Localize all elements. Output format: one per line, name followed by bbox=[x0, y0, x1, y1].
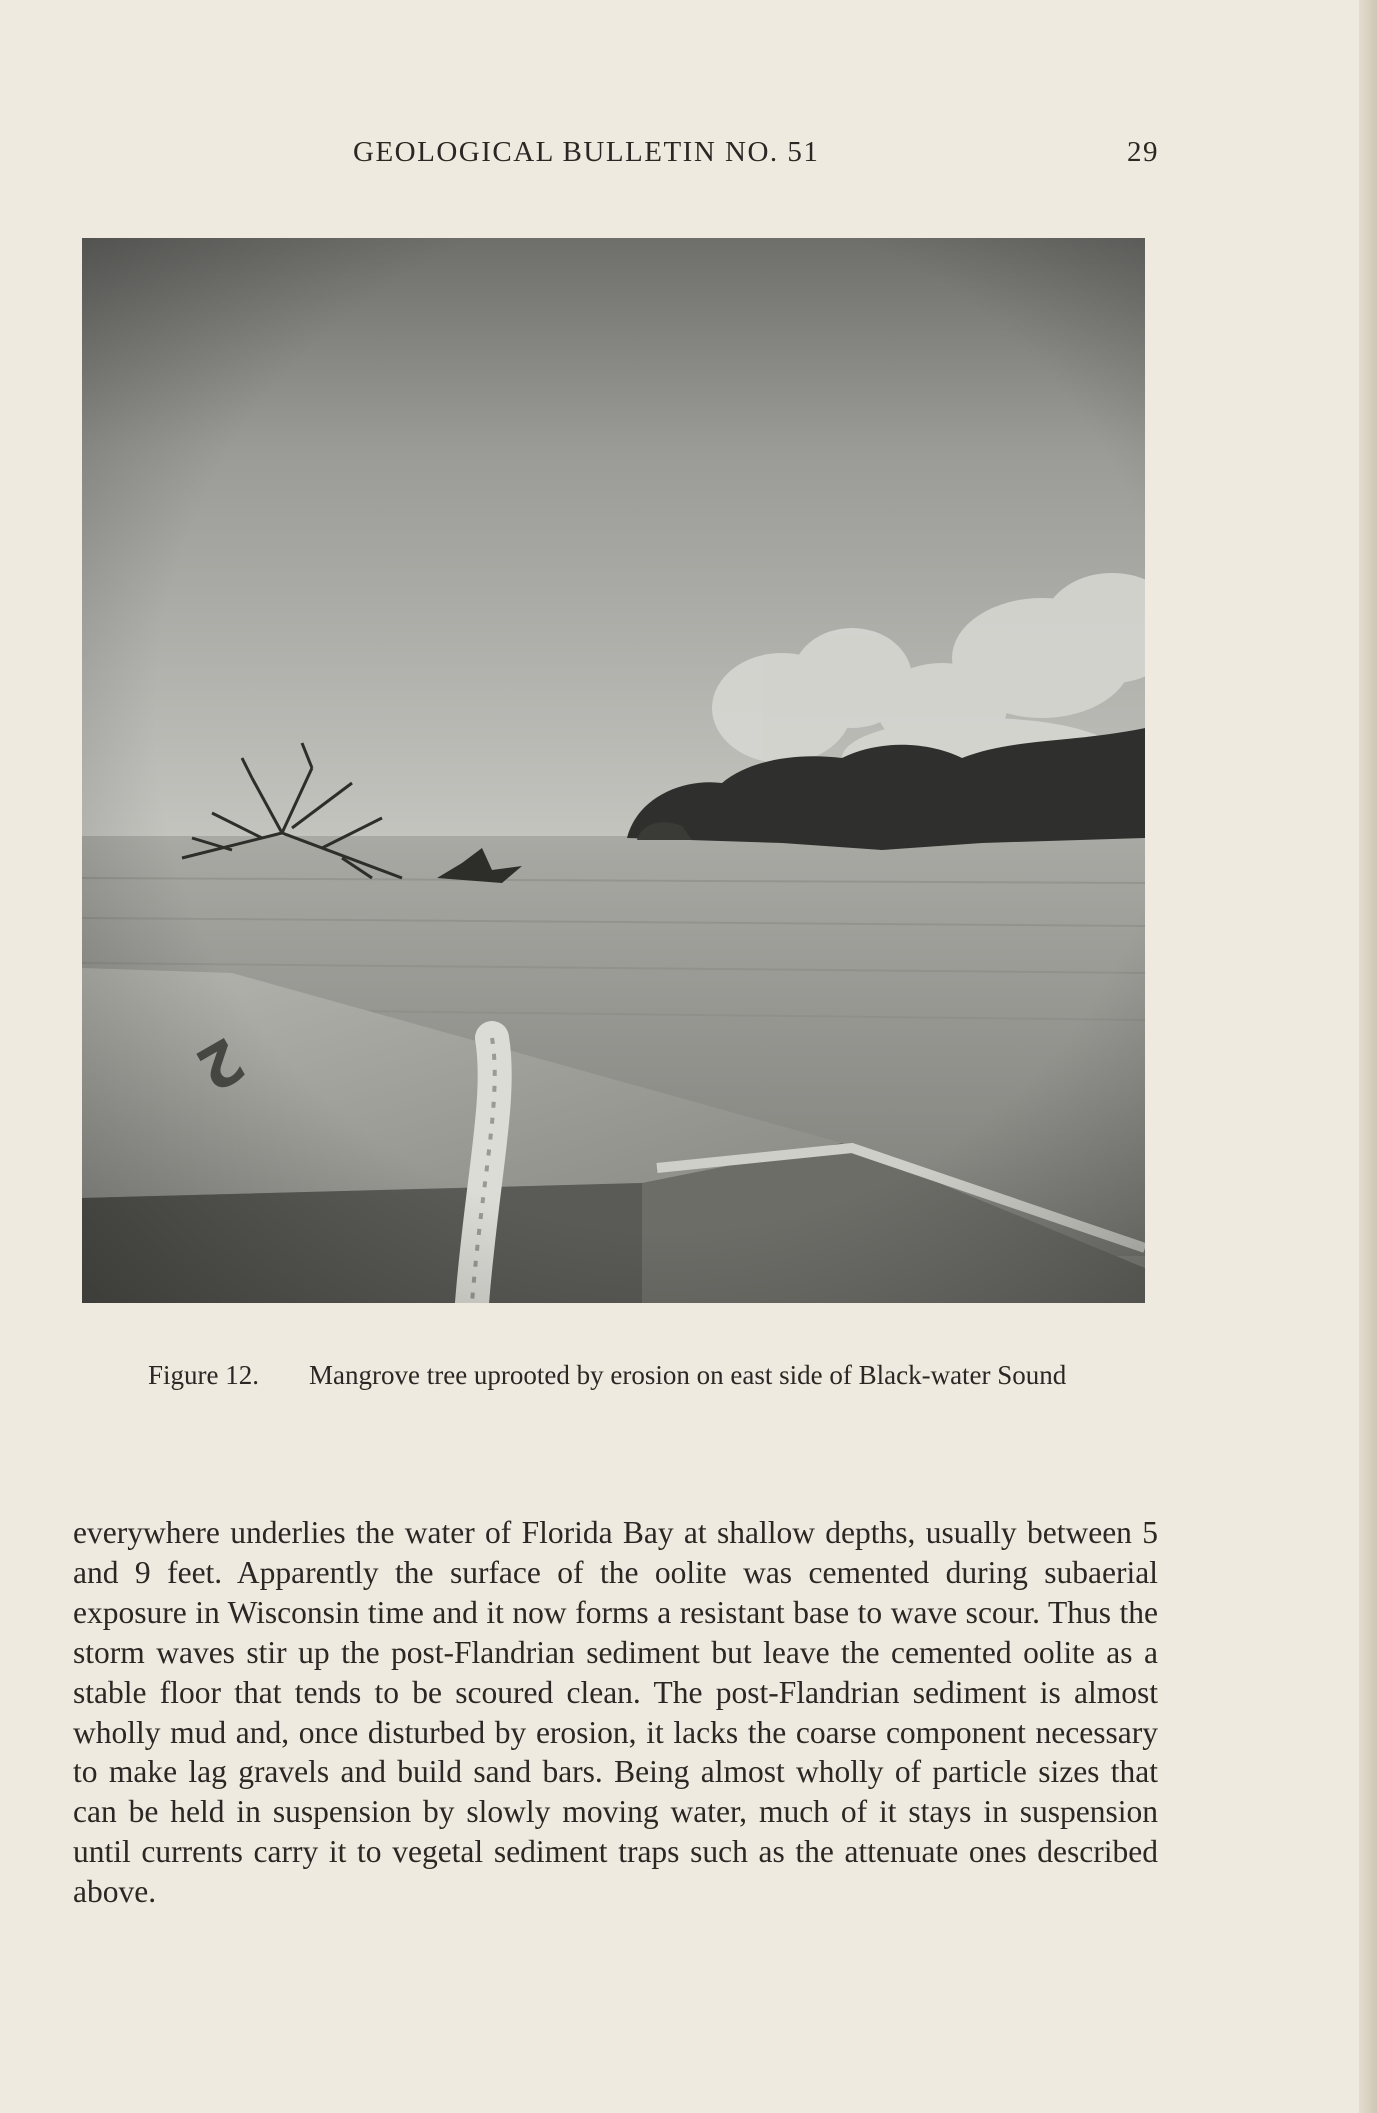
page-number: 29 bbox=[1127, 136, 1159, 168]
page-edge bbox=[1359, 0, 1377, 2113]
running-title: GEOLOGICAL BULLETIN NO. 51 bbox=[353, 136, 820, 168]
figure-label: Figure 12. bbox=[148, 1360, 259, 1390]
caption-text: Mangrove tree uprooted by erosion on east side of Black-water Sound bbox=[309, 1360, 1067, 1390]
photo-mangrove-scene bbox=[82, 238, 1145, 1303]
body-paragraph: everywhere underlies the water of Florida Bay at shallow depths, usually between 5 and 9 feet. Apparently the surface of the oolite was cemented during subaerial exposure in Wisconsin time and it now forms a resistant base to wave scour. Thus the storm waves stir up the post-Flandrian sediment but leave the cemented oolite as a stable floor that tends to be scoured clean. The post-Flandrian sediment is almost wholly mud and, once disturbed by erosion, it lacks the coarse component necessary to make lag gravels and build sand bars. Being almost wholly of particle sizes that can be held in suspension by slowly moving water, much of it stays in suspension until currents carry it to vegetal sediment traps such as the attenuate ones described above. bbox=[73, 1515, 1158, 1910]
running-head bbox=[353, 136, 1159, 176]
figure-photo bbox=[82, 238, 1145, 1303]
